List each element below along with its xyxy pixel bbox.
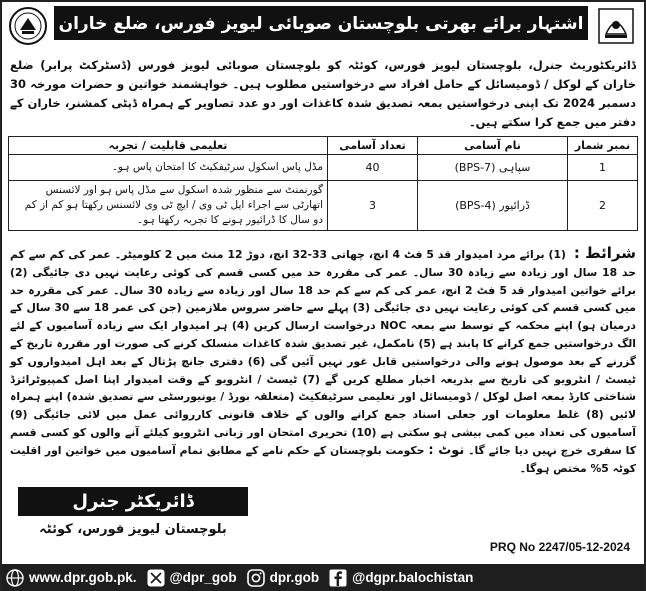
twitter-link[interactable] bbox=[147, 569, 237, 587]
twitter-handle: @dpr_gob bbox=[169, 570, 237, 585]
row-serial: 2 bbox=[568, 181, 638, 231]
footer bbox=[2, 564, 644, 591]
table-header-row bbox=[9, 137, 638, 155]
header bbox=[2, 2, 644, 50]
conditions-text: (1) برائے مرد امیدوار قد 5 فٹ 4 انچ، چھاتی 33-32 انچ، دوڑ 12 منٹ میں 2 کلومیٹر۔ عمر کی کم سے کم حد 18 سال اور زیادہ سے زیادہ 30 سال۔ عمر کی مقررہ حد میں کسی قسم کی کوئی رعایت نہیں دی جائیگی (2) برائے خواتین امیدوار قد 5 فٹ 2 انچ، عمر کی کم سے کم حد 18 سال اور زیادہ سے زیادہ 30 سال۔ عمر کی مقررہ حد میں کسی قسم کی کوئی رعایت نہیں دی جائیگی (3) پہلے سے حاضر سروس ملازمین (جن کی عمر 18 سے 30 سال کے درمیان ہو) اپنے محکمہ کے توسط سے بمعہ NOC درخواست ارسال کریں (4) ہر امیدوار ایک سے زیادہ آسامیوں کے لئے الگ درخواستیں جمع کرانے کا پابند ہے (5) نامکمل، غیر تصدیق شدہ کاغذات منسلک کرنے کی صورت اور مقررہ تاریخ کے گزرنے کے بعد موصول ہونے والی درخواستیں قابل غور نہیں آئیں گی (6) دفتری جانچ پڑتال کے بعد اہل امیدواروں کو ٹیسٹ / انٹرویو کی تاریخ سے بذریعہ اخبار مطلع کریں گے (7) ٹیسٹ / انٹرویو کے وقت امیدوار اپنا اصل کمپیوٹرائزڈ شناختی کارڈ بمعہ اصل لوکل / ڈومیسائل اور تعلیمی سرٹیفکیٹ (متعلقہ بورڈ / یونیورسٹی سے تصدیق شدہ) اپنے ہمراہ لائیں (8) غلط معلومات اور جعلی اسناد جمع کرانے والوں کے خلاف قانونی کارروائی عمل میں لائی جائیگی (9) آسامیوں کی تعداد میں کمی بیشی ہو سکتی ہے (10) تحریری امتحان اور زبانی انٹرویو کیلئے آنے والوں کو کسی قسم کا سفری خرچ نہیں دیا جائے گا۔ bbox=[10, 248, 637, 457]
conditions-section bbox=[10, 245, 636, 477]
website-link[interactable] bbox=[6, 569, 137, 587]
signature-subtitle: بلوچستان لیویز فورس، کوئٹہ bbox=[39, 522, 227, 537]
page-title: اشتہار برائے بھرتی بلوچستان صوبائی لیویز فورس، ضلع خاران bbox=[54, 6, 588, 40]
row-post: ڈرائیور (BPS-4) bbox=[418, 181, 568, 231]
table-row bbox=[9, 155, 638, 181]
twitter-icon bbox=[147, 569, 165, 587]
signature-title: ڈائریکٹر جنرل bbox=[18, 487, 248, 516]
header-serial: نمبر شمار bbox=[568, 137, 638, 155]
header-post: نام آسامی bbox=[418, 137, 568, 155]
header-qualification: تعلیمی قابلیت / تجربہ bbox=[9, 137, 328, 155]
prq-number: PRQ No 2247/05-12-2024 bbox=[489, 540, 630, 554]
intro-paragraph: ڈائریکٹوریٹ جنرل، بلوچستان لیویز فورس، کوئٹہ کو بلوچستان صوبائی لیویز فورس (ڈسٹرکٹ پرابر) ضلع خاران کے لوکل / ڈومیسائل کے حامل افراد سے درخواستیں مطلوب ہیں۔ خواہشمند خواتین و حضرات مورخہ 30 دسمبر 2024 تک اپنی درخواستیں بمعہ تصدیق شدہ کاغذات اور دو عدد تصاویر کے ہمراہ ڈپٹی کمشنر، خاران کے دفتر میں جمع کرا سکتے ہیں۔ bbox=[10, 58, 636, 129]
instagram-handle: dpr.gob bbox=[269, 570, 320, 585]
table-row bbox=[9, 181, 638, 231]
instagram-icon bbox=[247, 569, 265, 587]
note-label: نوٹ : bbox=[428, 442, 465, 458]
facebook-icon bbox=[329, 569, 347, 587]
row-post: سپاہی (BPS-7) bbox=[418, 155, 568, 181]
instagram-link[interactable] bbox=[247, 569, 320, 587]
note-text: حکومت بلوچستان کے حکم نامے کے مطابق تمام آسامیوں میں خواتین اور اقلیت کوٹہ 5% مختص ہوگا۔ bbox=[10, 443, 636, 475]
facebook-link[interactable] bbox=[329, 569, 473, 587]
posts-table bbox=[8, 136, 638, 231]
row-count: 40 bbox=[328, 155, 418, 181]
globe-icon bbox=[6, 569, 24, 587]
header-count: تعداد آسامی bbox=[328, 137, 418, 155]
balochistan-government-emblem-icon bbox=[596, 6, 636, 46]
row-qualification: مڈل پاس اسکول سرٹیفکیٹ کا امتحان پاس ہو۔ bbox=[9, 155, 328, 181]
row-count: 3 bbox=[328, 181, 418, 231]
row-serial: 1 bbox=[568, 155, 638, 181]
row-qualification: گورنمنٹ سے منظور شدہ اسکول سے مڈل پاس ہو اور لائسنس اتھارٹی سے اجراء ایل ٹی وی / ایچ ٹی وی لائسنس رکھتا ہو کم از کم دو سال کا ڈرائیور ہونے کا تجربہ رکھتا ہو۔ bbox=[9, 181, 328, 231]
facebook-handle: @dgpr.balochistan bbox=[352, 570, 474, 585]
conditions-heading: شرائط : bbox=[573, 244, 636, 262]
website-text: www.dpr.gob.pk. bbox=[29, 570, 137, 585]
signature-block bbox=[18, 487, 248, 549]
levies-emblem-icon bbox=[8, 6, 48, 46]
